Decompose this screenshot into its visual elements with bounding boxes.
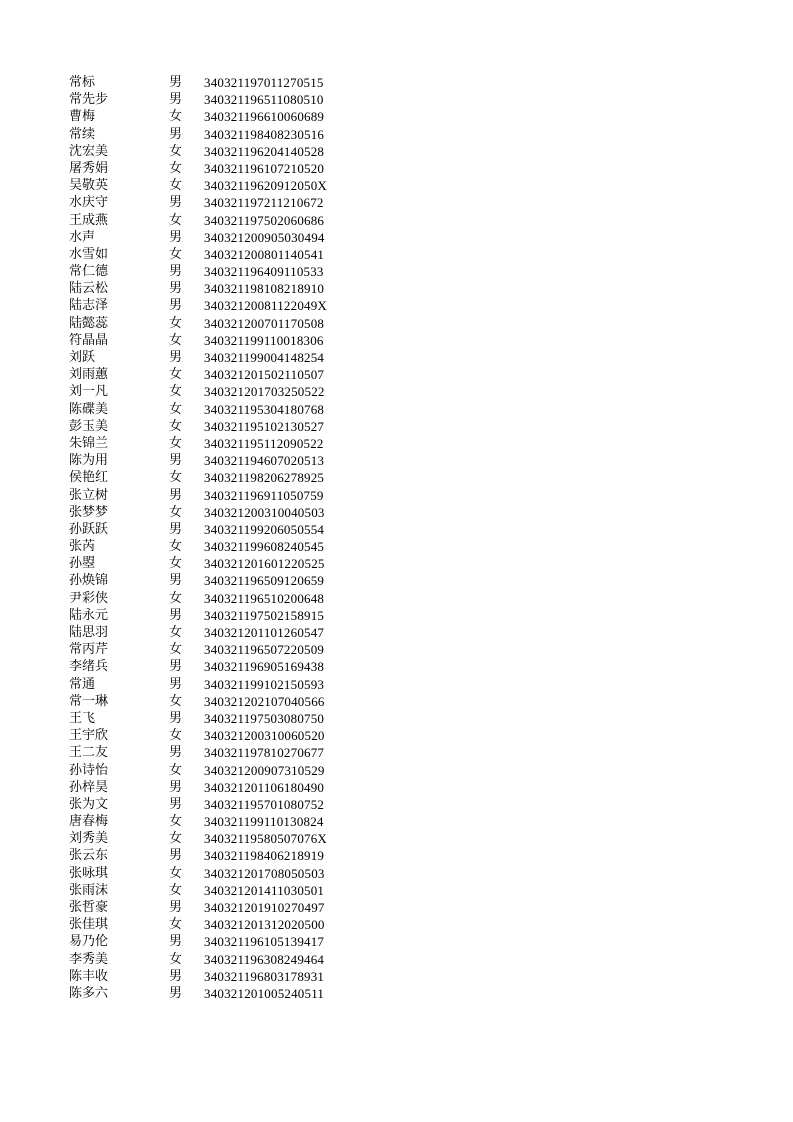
list-item <box>69 487 409 504</box>
person-id-number: 340321196905169438 <box>204 659 325 675</box>
person-gender: 男 <box>169 779 183 795</box>
person-id-number: 340321196507220509 <box>204 642 325 658</box>
person-id-number: 340321195102130527 <box>204 418 325 434</box>
person-name: 常标 <box>69 75 96 90</box>
person-id-number: 340321196409110533 <box>204 264 324 280</box>
person-gender: 男 <box>169 126 183 142</box>
list-item <box>69 641 409 658</box>
list-item <box>69 865 409 882</box>
person-name: 曹梅 <box>69 109 96 125</box>
person-gender: 男 <box>169 521 183 537</box>
person-name: 朱锦兰 <box>69 435 109 451</box>
person-name: 陈多六 <box>69 985 109 1001</box>
person-gender: 女 <box>169 470 183 486</box>
list-item <box>69 469 409 486</box>
person-gender: 男 <box>169 350 183 365</box>
person-gender: 男 <box>169 573 183 589</box>
person-id-number: 340321200310060520 <box>204 728 325 744</box>
person-name: 孙跃跃 <box>69 521 109 537</box>
person-name: 常先步 <box>69 92 109 108</box>
person-name: 刘一凡 <box>69 384 109 400</box>
person-gender: 男 <box>169 264 183 280</box>
person-name: 陈为用 <box>69 453 109 469</box>
person-name: 张佳琪 <box>69 917 109 933</box>
person-id-number: 340321201101260547 <box>204 625 325 640</box>
list-item <box>69 383 409 400</box>
person-id-number: 340321201910270497 <box>204 900 325 915</box>
person-name: 常仁德 <box>69 264 109 280</box>
person-name: 常丙芹 <box>69 642 109 658</box>
list-item <box>69 315 409 332</box>
person-id-number: 340321195112090522 <box>204 435 324 451</box>
person-id-number: 340321197502158915 <box>204 607 325 623</box>
person-name: 孙诗怡 <box>69 762 109 778</box>
person-gender: 女 <box>169 814 183 830</box>
person-name: 符晶晶 <box>69 332 109 348</box>
person-gender: 女 <box>169 693 183 709</box>
person-name: 陆永元 <box>69 607 109 623</box>
person-gender: 女 <box>169 728 183 744</box>
person-id-number: 340321199004148254 <box>204 350 325 365</box>
list-item <box>69 590 409 607</box>
list-item <box>69 779 409 796</box>
person-name: 张云东 <box>69 848 109 864</box>
person-id-number: 340321200907310529 <box>204 762 325 778</box>
person-name: 屠秀娟 <box>69 160 109 176</box>
person-id-number: 340321199206050554 <box>204 521 325 537</box>
person-name: 侯艳红 <box>69 470 109 486</box>
person-name: 孙焕锦 <box>69 573 109 589</box>
person-id-number: 340321194607020513 <box>204 453 325 469</box>
person-id-number: 340321200905030494 <box>204 229 325 245</box>
person-gender: 男 <box>169 92 183 108</box>
list-item <box>69 177 409 194</box>
person-gender: 男 <box>169 487 183 503</box>
person-gender: 女 <box>169 246 183 262</box>
person-name: 陈碟美 <box>69 401 109 417</box>
person-name: 王二友 <box>69 745 109 761</box>
person-gender: 女 <box>169 367 183 383</box>
person-gender: 女 <box>169 504 183 520</box>
person-id-number: 340321201106180490 <box>204 779 325 795</box>
person-gender: 女 <box>169 401 183 417</box>
person-name: 孙曌 <box>69 556 96 572</box>
list-item <box>69 538 409 555</box>
list-item <box>69 572 409 589</box>
list-item <box>69 693 409 710</box>
list-item <box>69 607 409 624</box>
person-gender: 女 <box>169 212 183 228</box>
list-item <box>69 212 409 229</box>
list-item <box>69 91 409 108</box>
person-id-number: 340321197011270515 <box>204 75 324 90</box>
person-name: 吴敬英 <box>69 178 109 194</box>
list-item <box>69 813 409 830</box>
person-gender: 男 <box>169 281 183 297</box>
person-gender: 男 <box>169 75 183 90</box>
person-name: 彭玉美 <box>69 418 109 434</box>
person-gender: 女 <box>169 590 183 606</box>
person-name: 张梦梦 <box>69 504 109 520</box>
person-name: 常续 <box>69 126 96 142</box>
person-name: 张哲豪 <box>69 900 109 915</box>
person-id-number: 340321202107040566 <box>204 693 325 709</box>
list-item <box>69 504 409 521</box>
list-item <box>69 521 409 538</box>
person-name: 张立树 <box>69 487 109 503</box>
person-id-number: 340321201005240511 <box>204 985 325 1001</box>
person-id-number: 340321196610060689 <box>204 109 325 125</box>
person-name: 唐春梅 <box>69 814 109 830</box>
person-gender: 女 <box>169 435 183 451</box>
person-id-number: 340321201411030501 <box>204 882 325 898</box>
list-item <box>69 882 409 899</box>
person-gender: 男 <box>169 848 183 864</box>
person-id-number: 340321196511080510 <box>204 92 324 108</box>
person-name: 李绪兵 <box>69 659 109 675</box>
list-item <box>69 246 409 263</box>
person-id-number: 340321195701080752 <box>204 796 325 812</box>
list-item <box>69 366 409 383</box>
person-name: 张雨沫 <box>69 882 109 898</box>
person-id-number: 340321199102150593 <box>204 676 325 692</box>
person-gender: 女 <box>169 418 183 434</box>
list-item <box>69 744 409 761</box>
list-item <box>69 951 409 968</box>
person-name: 李秀美 <box>69 951 109 967</box>
person-gender: 女 <box>169 315 183 331</box>
person-id-number: 340321199110018306 <box>204 332 324 348</box>
person-id-number: 340321200701170508 <box>204 315 325 331</box>
list-item <box>69 968 409 985</box>
person-gender: 女 <box>169 625 183 640</box>
list-item <box>69 280 409 297</box>
person-name: 刘跃 <box>69 350 96 365</box>
person-id-number: 340321197810270677 <box>204 745 325 761</box>
person-name: 陆思羽 <box>69 625 109 640</box>
person-gender: 男 <box>169 745 183 761</box>
person-id-number: 340321201708050503 <box>204 865 325 881</box>
person-name: 王飞 <box>69 710 96 726</box>
person-name: 孙梓昊 <box>69 779 109 795</box>
person-gender: 男 <box>169 968 183 984</box>
list-item <box>69 263 409 280</box>
person-id-number: 340321197503080750 <box>204 710 325 726</box>
person-gender: 男 <box>169 607 183 623</box>
person-id-number: 34032120081122049X <box>204 298 328 314</box>
person-name: 易乃伦 <box>69 934 109 950</box>
list-item <box>69 401 409 418</box>
list-item <box>69 435 409 452</box>
person-name: 陆懿蕊 <box>69 315 109 331</box>
person-name: 张咏琪 <box>69 865 109 881</box>
list-item <box>69 985 409 1002</box>
person-name: 张为文 <box>69 796 109 812</box>
list-item <box>69 108 409 125</box>
list-item <box>69 658 409 675</box>
list-item <box>69 126 409 143</box>
list-item <box>69 160 409 177</box>
person-gender: 女 <box>169 642 183 658</box>
person-name: 尹彩侠 <box>69 590 109 606</box>
person-gender: 女 <box>169 556 183 572</box>
list-item <box>69 143 409 160</box>
list-item <box>69 796 409 813</box>
person-gender: 女 <box>169 178 183 194</box>
person-name: 水雪如 <box>69 246 109 262</box>
person-id-number: 340321198206278925 <box>204 470 325 486</box>
person-gender: 女 <box>169 109 183 125</box>
list-item <box>69 555 409 572</box>
person-gender: 男 <box>169 985 183 1001</box>
person-id-number: 340321201703250522 <box>204 384 325 400</box>
person-id-number: 340321201312020500 <box>204 917 325 933</box>
person-gender: 男 <box>169 676 183 692</box>
list-item <box>69 676 409 693</box>
person-id-number: 340321200801140541 <box>204 246 325 262</box>
list-item <box>69 830 409 847</box>
person-id-number: 340321201601220525 <box>204 556 325 572</box>
person-gender: 女 <box>169 384 183 400</box>
person-id-number: 340321196509120659 <box>204 573 325 589</box>
list-item <box>69 297 409 314</box>
person-id-number: 340321196105139417 <box>204 934 325 950</box>
list-item <box>69 418 409 435</box>
person-gender: 男 <box>169 900 183 915</box>
person-name: 陆志泽 <box>69 298 109 314</box>
person-gender: 女 <box>169 160 183 176</box>
person-gender: 女 <box>169 831 183 847</box>
list-item <box>69 229 409 246</box>
list-item <box>69 762 409 779</box>
list-item <box>69 74 409 91</box>
person-id-number: 340321196510200648 <box>204 590 325 606</box>
person-gender: 女 <box>169 762 183 778</box>
person-gender: 女 <box>169 332 183 348</box>
person-gender: 女 <box>169 951 183 967</box>
roster-list <box>69 74 409 1002</box>
person-id-number: 340321200310040503 <box>204 504 325 520</box>
person-id-number: 34032119620912050X <box>204 178 328 194</box>
person-gender: 男 <box>169 229 183 245</box>
person-gender: 女 <box>169 539 183 555</box>
list-item <box>69 727 409 744</box>
person-gender: 男 <box>169 195 183 211</box>
person-id-number: 340321196107210520 <box>204 160 325 176</box>
person-name: 陆云松 <box>69 281 109 297</box>
person-gender: 男 <box>169 796 183 812</box>
person-gender: 女 <box>169 917 183 933</box>
person-id-number: 340321198108218910 <box>204 281 325 297</box>
list-item <box>69 933 409 950</box>
list-item <box>69 916 409 933</box>
list-item <box>69 194 409 211</box>
person-name: 张芮 <box>69 539 96 555</box>
person-gender: 男 <box>169 298 183 314</box>
person-name: 水声 <box>69 229 96 245</box>
person-gender: 女 <box>169 865 183 881</box>
person-id-number: 340321196911050759 <box>204 487 324 503</box>
person-name: 水庆守 <box>69 195 109 211</box>
person-gender: 男 <box>169 659 183 675</box>
person-id-number: 340321197502060686 <box>204 212 325 228</box>
person-id-number: 34032119580507076X <box>204 831 328 847</box>
person-id-number: 340321198408230516 <box>204 126 325 142</box>
list-item <box>69 624 409 641</box>
person-gender: 男 <box>169 453 183 469</box>
list-item <box>69 349 409 366</box>
list-item <box>69 710 409 727</box>
person-name: 常通 <box>69 676 96 692</box>
person-id-number: 340321199608240545 <box>204 539 325 555</box>
person-name: 刘雨蕙 <box>69 367 109 383</box>
person-gender: 女 <box>169 882 183 898</box>
person-gender: 男 <box>169 710 183 726</box>
person-id-number: 340321197211210672 <box>204 195 324 211</box>
person-name: 刘秀美 <box>69 831 109 847</box>
person-name: 陈丰收 <box>69 968 109 984</box>
list-item <box>69 332 409 349</box>
person-id-number: 340321196204140528 <box>204 143 325 159</box>
person-id-number: 340321201502110507 <box>204 367 325 383</box>
person-id-number: 340321196803178931 <box>204 968 325 984</box>
person-name: 王成燕 <box>69 212 109 228</box>
person-id-number: 340321198406218919 <box>204 848 325 864</box>
person-gender: 男 <box>169 934 183 950</box>
person-name: 王宇欣 <box>69 728 109 744</box>
person-gender: 女 <box>169 143 183 159</box>
list-item <box>69 899 409 916</box>
person-name: 沈宏美 <box>69 143 109 159</box>
person-id-number: 340321195304180768 <box>204 401 325 417</box>
person-id-number: 340321196308249464 <box>204 951 325 967</box>
list-item <box>69 452 409 469</box>
person-id-number: 340321199110130824 <box>204 814 324 830</box>
list-item <box>69 847 409 864</box>
person-name: 常一琳 <box>69 693 109 709</box>
